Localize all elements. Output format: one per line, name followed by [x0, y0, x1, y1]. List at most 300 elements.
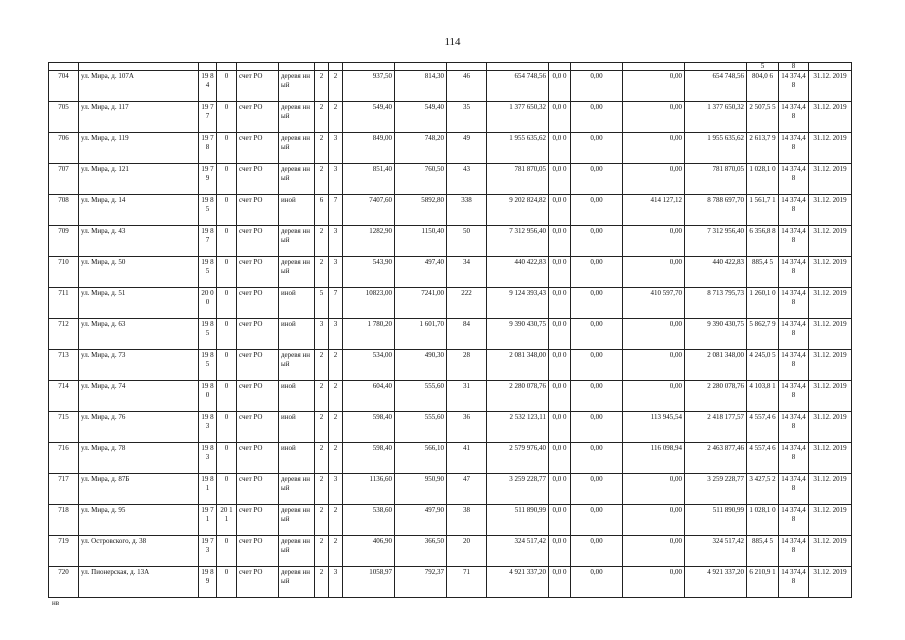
- residents-cell: 20: [447, 536, 487, 567]
- limit-cost-cell: 14 374,4 8: [779, 164, 809, 195]
- wall-material-cell: иной: [279, 195, 315, 226]
- table-row: [49, 350, 852, 381]
- unit-cost-cell: 885,4 5: [747, 257, 779, 288]
- cost-cell: 3 259 228,77: [487, 474, 549, 505]
- total-area-cell: 1 780,20: [343, 319, 395, 350]
- amount-cell: 0,0 0: [549, 350, 571, 381]
- floors-cell: 2: [315, 412, 329, 443]
- amount-cell: 0,0 0: [549, 319, 571, 350]
- amount-cell: 0,0 0: [549, 71, 571, 102]
- renovation-year-cell: 0: [217, 350, 237, 381]
- amount-cell: 4 921 337,20: [685, 567, 747, 598]
- deadline-cell: 31.12. 2019: [809, 195, 852, 226]
- table-row: [49, 443, 852, 474]
- deadline-cell: 31.12. 2019: [809, 226, 852, 257]
- amount-cell: 0,0 0: [549, 288, 571, 319]
- residents-cell: 338: [447, 195, 487, 226]
- footer-mark: нв: [52, 599, 60, 607]
- cost-cell: 1 377 650,32: [487, 102, 549, 133]
- living-area-cell: 497,40: [395, 257, 447, 288]
- residents-cell: 34: [447, 257, 487, 288]
- fund-method-cell: счет РО: [237, 257, 279, 288]
- floors-cell: 2: [315, 164, 329, 195]
- address-cell: ул. Мира, д. 87Б: [79, 474, 199, 505]
- entrances-cell: 3: [329, 133, 343, 164]
- total-area-cell: 937,50: [343, 71, 395, 102]
- amount-cell: 0,0 0: [549, 443, 571, 474]
- fund-method-cell: счет РО: [237, 381, 279, 412]
- amount-cell: 0,00: [571, 381, 623, 412]
- row-number: 704: [49, 71, 79, 102]
- address-cell: ул. Мира, д. 76: [79, 412, 199, 443]
- unit-cost-cell: 1 260,1 0: [747, 288, 779, 319]
- residents-cell: 46: [447, 71, 487, 102]
- table-row: [49, 505, 852, 536]
- address-cell: ул. Островского, д. 38: [79, 536, 199, 567]
- amount-cell: 0,00: [571, 226, 623, 257]
- total-area-cell: 406,90: [343, 536, 395, 567]
- residents-cell: 35: [447, 102, 487, 133]
- amount-cell: 0,0 0: [549, 226, 571, 257]
- floors-cell: 2: [315, 567, 329, 598]
- amount-cell: 0,00: [623, 474, 685, 505]
- year-cell: 19 89: [199, 567, 217, 598]
- year-cell: 19 83: [199, 443, 217, 474]
- entrances-cell: 7: [329, 195, 343, 226]
- deadline-cell: 31.12. 2019: [809, 536, 852, 567]
- year-cell: 19 71: [199, 505, 217, 536]
- amount-cell: 0,0 0: [549, 381, 571, 412]
- entrances-cell: 2: [329, 381, 343, 412]
- cost-cell: 4 921 337,20: [487, 567, 549, 598]
- total-area-cell: 538,60: [343, 505, 395, 536]
- total-area-cell: 1058,97: [343, 567, 395, 598]
- renovation-year-cell: 0: [217, 567, 237, 598]
- entrances-cell: 2: [329, 536, 343, 567]
- amount-cell: 410 597,70: [623, 288, 685, 319]
- deadline-cell: 31.12. 2019: [809, 71, 852, 102]
- wall-material-cell: иной: [279, 443, 315, 474]
- fund-method-cell: счет РО: [237, 536, 279, 567]
- wall-material-cell: деревя нный: [279, 474, 315, 505]
- table-row: [49, 536, 852, 567]
- living-area-cell: 566,10: [395, 443, 447, 474]
- amount-cell: 0,00: [623, 319, 685, 350]
- amount-cell: 2 463 877,46: [685, 443, 747, 474]
- floors-cell: 2: [315, 505, 329, 536]
- amount-cell: 0,00: [623, 133, 685, 164]
- amount-cell: 3 259 228,77: [685, 474, 747, 505]
- entrances-cell: 2: [329, 350, 343, 381]
- amount-cell: 0,0 0: [549, 412, 571, 443]
- address-cell: ул. Мира, д. 50: [79, 257, 199, 288]
- amount-cell: 0,0 0: [549, 257, 571, 288]
- residents-cell: 28: [447, 350, 487, 381]
- address-cell: ул. Мира, д. 95: [79, 505, 199, 536]
- amount-cell: 0,00: [571, 195, 623, 226]
- amount-cell: 2 280 078,76: [685, 381, 747, 412]
- renovation-year-cell: 0: [217, 71, 237, 102]
- address-cell: ул. Мира, д. 117: [79, 102, 199, 133]
- living-area-cell: 1 601,70: [395, 319, 447, 350]
- deadline-cell: 31.12. 2019: [809, 381, 852, 412]
- renovation-year-cell: 0: [217, 102, 237, 133]
- renovation-year-cell: 0: [217, 474, 237, 505]
- deadline-cell: 31.12. 2019: [809, 474, 852, 505]
- amount-cell: 0,00: [623, 536, 685, 567]
- total-area-cell: 549,40: [343, 102, 395, 133]
- row-number: 710: [49, 257, 79, 288]
- renovation-year-cell: 0: [217, 319, 237, 350]
- row-number: 717: [49, 474, 79, 505]
- address-cell: ул. Мира, д. 74: [79, 381, 199, 412]
- year-cell: 19 79: [199, 164, 217, 195]
- entrances-cell: 3: [329, 164, 343, 195]
- continuation-cell: 5: [747, 63, 779, 71]
- limit-cost-cell: 14 374,4 8: [779, 71, 809, 102]
- living-area-cell: 555,60: [395, 412, 447, 443]
- amount-cell: 0,00: [571, 71, 623, 102]
- year-cell: 19 85: [199, 319, 217, 350]
- floors-cell: 2: [315, 536, 329, 567]
- limit-cost-cell: 14 374,4 8: [779, 226, 809, 257]
- amount-cell: 440 422,83: [685, 257, 747, 288]
- living-area-cell: 814,30: [395, 71, 447, 102]
- unit-cost-cell: 885,4 5: [747, 536, 779, 567]
- amount-cell: 414 127,12: [623, 195, 685, 226]
- living-area-cell: 366,50: [395, 536, 447, 567]
- table-row: [49, 474, 852, 505]
- limit-cost-cell: 14 374,4 8: [779, 350, 809, 381]
- deadline-cell: 31.12. 2019: [809, 164, 852, 195]
- total-area-cell: 543,90: [343, 257, 395, 288]
- total-area-cell: 598,40: [343, 412, 395, 443]
- fund-method-cell: счет РО: [237, 71, 279, 102]
- living-area-cell: 1150,40: [395, 226, 447, 257]
- address-cell: ул. Мира, д. 43: [79, 226, 199, 257]
- table-row: [49, 567, 852, 598]
- deadline-cell: 31.12. 2019: [809, 567, 852, 598]
- amount-cell: 0,0 0: [549, 505, 571, 536]
- address-cell: ул. Мира, д. 63: [79, 319, 199, 350]
- row-number: 718: [49, 505, 79, 536]
- cost-cell: 9 124 393,43: [487, 288, 549, 319]
- total-area-cell: 604,40: [343, 381, 395, 412]
- amount-cell: 0,00: [571, 567, 623, 598]
- amount-cell: 0,00: [571, 102, 623, 133]
- living-area-cell: 7241,00: [395, 288, 447, 319]
- renovation-year-cell: 0: [217, 195, 237, 226]
- row-number: 714: [49, 381, 79, 412]
- total-area-cell: 1282,90: [343, 226, 395, 257]
- cost-cell: 2 081 348,00: [487, 350, 549, 381]
- renovation-year-cell: 0: [217, 164, 237, 195]
- living-area-cell: 760,50: [395, 164, 447, 195]
- limit-cost-cell: 14 374,4 8: [779, 381, 809, 412]
- row-number: 719: [49, 536, 79, 567]
- residents-cell: 49: [447, 133, 487, 164]
- amount-cell: 0,00: [571, 505, 623, 536]
- floors-cell: 2: [315, 102, 329, 133]
- residents-cell: 71: [447, 567, 487, 598]
- entrances-cell: 3: [329, 257, 343, 288]
- total-area-cell: 534,00: [343, 350, 395, 381]
- limit-cost-cell: 14 374,4 8: [779, 505, 809, 536]
- entrances-cell: 3: [329, 567, 343, 598]
- unit-cost-cell: 804,0 6: [747, 71, 779, 102]
- cost-cell: 654 748,56: [487, 71, 549, 102]
- cost-cell: 9 202 824,82: [487, 195, 549, 226]
- table-row: [49, 102, 852, 133]
- year-cell: 19 87: [199, 226, 217, 257]
- living-area-cell: 950,90: [395, 474, 447, 505]
- amount-cell: 0,00: [571, 288, 623, 319]
- row-number: 715: [49, 412, 79, 443]
- amount-cell: 0,00: [571, 133, 623, 164]
- entrances-cell: 2: [329, 505, 343, 536]
- table-row: [49, 164, 852, 195]
- year-cell: 19 85: [199, 257, 217, 288]
- page-number: 114: [444, 36, 461, 48]
- unit-cost-cell: 4 557,4 6: [747, 412, 779, 443]
- fund-method-cell: счет РО: [237, 164, 279, 195]
- amount-cell: 0,00: [623, 257, 685, 288]
- wall-material-cell: иной: [279, 319, 315, 350]
- amount-cell: 1 955 635,62: [685, 133, 747, 164]
- total-area-cell: 851,40: [343, 164, 395, 195]
- row-number: 709: [49, 226, 79, 257]
- amount-cell: 0,00: [571, 257, 623, 288]
- year-cell: 19 78: [199, 133, 217, 164]
- living-area-cell: 792,37: [395, 567, 447, 598]
- limit-cost-cell: 14 374,4 8: [779, 319, 809, 350]
- amount-cell: 0,0 0: [549, 164, 571, 195]
- amount-cell: 0,0 0: [549, 567, 571, 598]
- unit-cost-cell: 1 028,1 0: [747, 164, 779, 195]
- fund-method-cell: счет РО: [237, 567, 279, 598]
- living-area-cell: 5892,80: [395, 195, 447, 226]
- fund-method-cell: счет РО: [237, 288, 279, 319]
- fund-method-cell: счет РО: [237, 195, 279, 226]
- amount-cell: 0,00: [623, 381, 685, 412]
- deadline-cell: 31.12. 2019: [809, 257, 852, 288]
- floors-cell: 5: [315, 288, 329, 319]
- limit-cost-cell: 14 374,4 8: [779, 257, 809, 288]
- amount-cell: 8 713 795,73: [685, 288, 747, 319]
- unit-cost-cell: 6 210,9 1: [747, 567, 779, 598]
- unit-cost-cell: 4 557,4 6: [747, 443, 779, 474]
- residents-cell: 84: [447, 319, 487, 350]
- amount-cell: 781 870,05: [685, 164, 747, 195]
- amount-cell: 0,0 0: [549, 133, 571, 164]
- limit-cost-cell: 14 374,4 8: [779, 102, 809, 133]
- amount-cell: 0,00: [571, 474, 623, 505]
- housing-registry-table: [48, 62, 852, 598]
- cost-cell: 440 422,83: [487, 257, 549, 288]
- amount-cell: 0,00: [571, 412, 623, 443]
- fund-method-cell: счет РО: [237, 443, 279, 474]
- unit-cost-cell: 1 028,1 0: [747, 505, 779, 536]
- address-cell: ул. Мира, д. 51: [79, 288, 199, 319]
- continuation-cell: 8: [779, 63, 809, 71]
- residents-cell: 31: [447, 381, 487, 412]
- address-cell: ул. Мира, д. 14: [79, 195, 199, 226]
- deadline-cell: 31.12. 2019: [809, 319, 852, 350]
- year-cell: 19 84: [199, 71, 217, 102]
- amount-cell: 654 748,56: [685, 71, 747, 102]
- amount-cell: 0,0 0: [549, 536, 571, 567]
- amount-cell: 0,00: [623, 102, 685, 133]
- cost-cell: 9 390 430,75: [487, 319, 549, 350]
- deadline-cell: 31.12. 2019: [809, 412, 852, 443]
- row-number: 705: [49, 102, 79, 133]
- renovation-year-cell: 0: [217, 443, 237, 474]
- cost-cell: 511 890,99: [487, 505, 549, 536]
- fund-method-cell: счет РО: [237, 226, 279, 257]
- floors-cell: 2: [315, 350, 329, 381]
- cost-cell: 781 870,05: [487, 164, 549, 195]
- amount-cell: 2 081 348,00: [685, 350, 747, 381]
- wall-material-cell: деревя нный: [279, 226, 315, 257]
- cost-cell: 324 517,42: [487, 536, 549, 567]
- floors-cell: 2: [315, 226, 329, 257]
- row-number: 720: [49, 567, 79, 598]
- total-area-cell: 10823,00: [343, 288, 395, 319]
- unit-cost-cell: 4 245,0 5: [747, 350, 779, 381]
- amount-cell: 1 377 650,32: [685, 102, 747, 133]
- wall-material-cell: деревя нный: [279, 133, 315, 164]
- address-cell: ул. Мира, д. 107А: [79, 71, 199, 102]
- limit-cost-cell: 14 374,4 8: [779, 536, 809, 567]
- unit-cost-cell: 2 613,7 9: [747, 133, 779, 164]
- amount-cell: 0,00: [571, 443, 623, 474]
- fund-method-cell: счет РО: [237, 412, 279, 443]
- amount-cell: 7 312 956,40: [685, 226, 747, 257]
- wall-material-cell: деревя нный: [279, 164, 315, 195]
- amount-cell: 0,00: [623, 350, 685, 381]
- limit-cost-cell: 14 374,4 8: [779, 443, 809, 474]
- cost-cell: 1 955 635,62: [487, 133, 549, 164]
- table-row: [49, 288, 852, 319]
- entrances-cell: 3: [329, 226, 343, 257]
- wall-material-cell: иной: [279, 381, 315, 412]
- table-row: [49, 226, 852, 257]
- cost-cell: 2 280 078,76: [487, 381, 549, 412]
- residents-cell: 222: [447, 288, 487, 319]
- limit-cost-cell: 14 374,4 8: [779, 474, 809, 505]
- renovation-year-cell: 0: [217, 412, 237, 443]
- deadline-cell: 31.12. 2019: [809, 443, 852, 474]
- residents-cell: 43: [447, 164, 487, 195]
- row-number: 713: [49, 350, 79, 381]
- amount-cell: 0,00: [623, 505, 685, 536]
- entrances-cell: 2: [329, 412, 343, 443]
- renovation-year-cell: 0: [217, 381, 237, 412]
- wall-material-cell: деревя нный: [279, 257, 315, 288]
- entrances-cell: 7: [329, 288, 343, 319]
- unit-cost-cell: 2 507,5 5: [747, 102, 779, 133]
- renovation-year-cell: 20 11: [217, 505, 237, 536]
- fund-method-cell: счет РО: [237, 350, 279, 381]
- limit-cost-cell: 14 374,4 8: [779, 195, 809, 226]
- entrances-cell: 2: [329, 102, 343, 133]
- amount-cell: 0,00: [571, 164, 623, 195]
- floors-cell: 6: [315, 195, 329, 226]
- deadline-cell: 31.12. 2019: [809, 102, 852, 133]
- limit-cost-cell: 14 374,4 8: [779, 288, 809, 319]
- amount-cell: 324 517,42: [685, 536, 747, 567]
- year-cell: 19 83: [199, 412, 217, 443]
- wall-material-cell: иной: [279, 288, 315, 319]
- residents-cell: 36: [447, 412, 487, 443]
- wall-material-cell: деревя нный: [279, 505, 315, 536]
- living-area-cell: 549,40: [395, 102, 447, 133]
- deadline-cell: 31.12. 2019: [809, 505, 852, 536]
- wall-material-cell: деревя нный: [279, 567, 315, 598]
- table-row: [49, 257, 852, 288]
- amount-cell: 0,00: [623, 164, 685, 195]
- amount-cell: 8 788 697,70: [685, 195, 747, 226]
- cost-cell: 2 579 976,40: [487, 443, 549, 474]
- table-row-continuation: [49, 63, 852, 71]
- unit-cost-cell: 4 103,8 1: [747, 381, 779, 412]
- table-row: [49, 195, 852, 226]
- limit-cost-cell: 14 374,4 8: [779, 133, 809, 164]
- renovation-year-cell: 0: [217, 133, 237, 164]
- row-number: 706: [49, 133, 79, 164]
- amount-cell: 0,00: [623, 567, 685, 598]
- floors-cell: 2: [315, 443, 329, 474]
- unit-cost-cell: 6 356,8 8: [747, 226, 779, 257]
- year-cell: 20 00: [199, 288, 217, 319]
- entrances-cell: 3: [329, 474, 343, 505]
- living-area-cell: 490,30: [395, 350, 447, 381]
- amount-cell: 0,0 0: [549, 102, 571, 133]
- deadline-cell: 31.12. 2019: [809, 350, 852, 381]
- registry-body: [49, 63, 852, 598]
- row-number: 712: [49, 319, 79, 350]
- fund-method-cell: счет РО: [237, 319, 279, 350]
- table-row: [49, 381, 852, 412]
- floors-cell: 2: [315, 71, 329, 102]
- entrances-cell: 2: [329, 71, 343, 102]
- limit-cost-cell: 14 374,4 8: [779, 412, 809, 443]
- amount-cell: 9 390 430,75: [685, 319, 747, 350]
- renovation-year-cell: 0: [217, 536, 237, 567]
- address-cell: ул. Мира, д. 119: [79, 133, 199, 164]
- amount-cell: 0,00: [571, 319, 623, 350]
- floors-cell: 3: [315, 319, 329, 350]
- floors-cell: 2: [315, 257, 329, 288]
- table-row: [49, 412, 852, 443]
- amount-cell: 0,00: [623, 226, 685, 257]
- address-cell: ул. Мира, д. 73: [79, 350, 199, 381]
- living-area-cell: 497,90: [395, 505, 447, 536]
- residents-cell: 41: [447, 443, 487, 474]
- limit-cost-cell: 14 374,4 8: [779, 567, 809, 598]
- entrances-cell: 2: [329, 443, 343, 474]
- deadline-cell: 31.12. 2019: [809, 288, 852, 319]
- address-cell: ул. Мира, д. 78: [79, 443, 199, 474]
- row-number: 711: [49, 288, 79, 319]
- living-area-cell: 555,60: [395, 381, 447, 412]
- address-cell: ул. Пионерская, д. 13А: [79, 567, 199, 598]
- deadline-cell: 31.12. 2019: [809, 133, 852, 164]
- total-area-cell: 849,00: [343, 133, 395, 164]
- amount-cell: 2 418 177,57: [685, 412, 747, 443]
- total-area-cell: 1136,60: [343, 474, 395, 505]
- renovation-year-cell: 0: [217, 288, 237, 319]
